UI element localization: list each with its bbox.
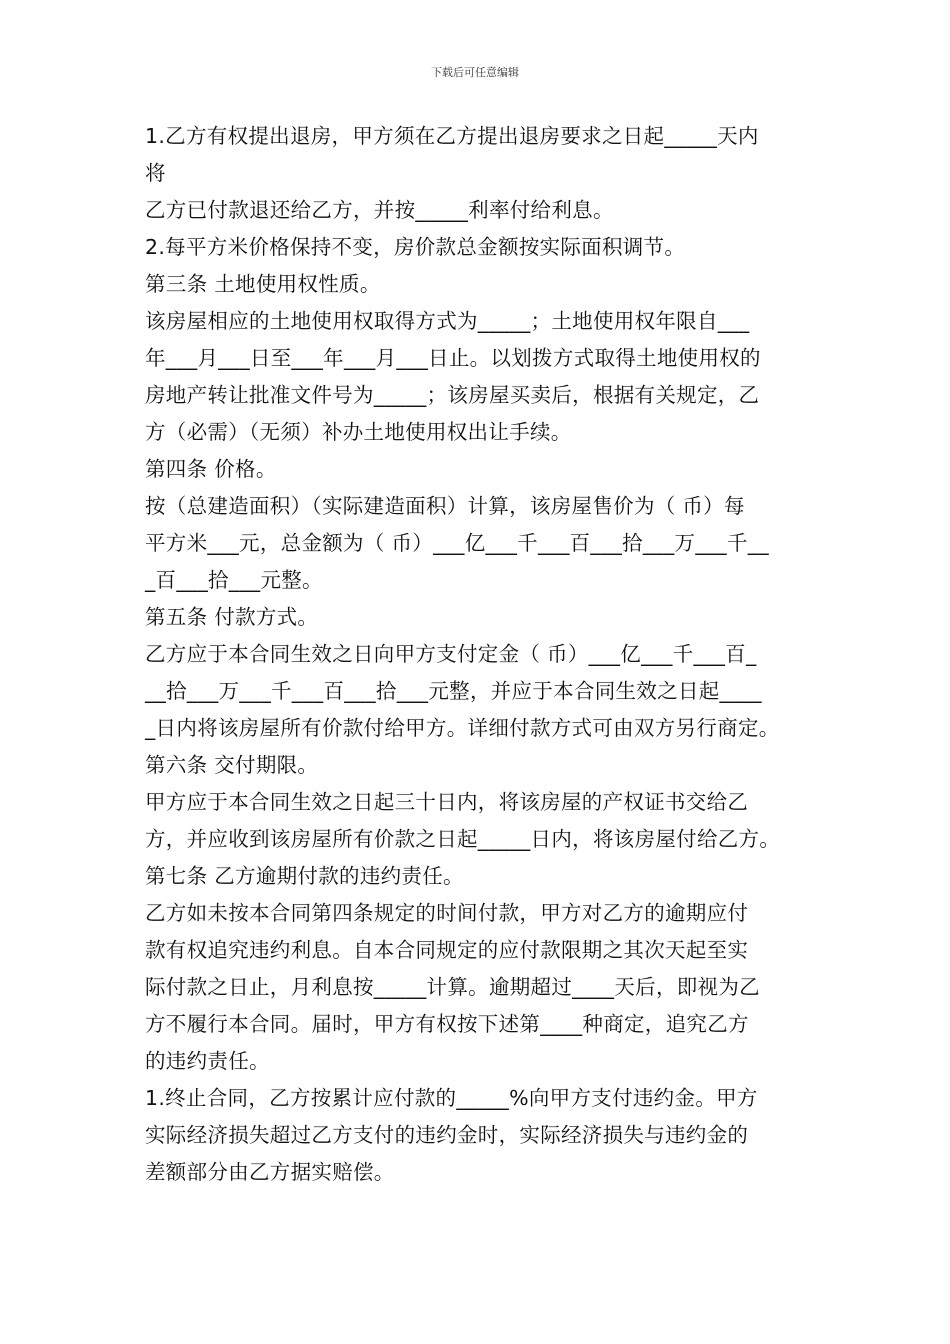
text-line: __拾___万___千___百___拾___元整，并应于本合同生效之日起____ (145, 679, 762, 703)
text-line: 际付款之日止，月利息按_____计算。逾期超过____天后，即视为乙 (145, 975, 760, 999)
text-line: 该房屋相应的土地使用权取得方式为_____；土地使用权年限自___ (145, 309, 750, 333)
text-line: 方（必需）（无须）补办土地使用权出让手续。 (145, 420, 572, 444)
section-heading: 第七条 乙方逾期付款的违约责任。 (145, 864, 464, 888)
text-line: 实际经济损失超过乙方支付的违约金时，实际经济损失与违约金的 (145, 1123, 749, 1147)
text-line: 款有权追究违约利息。自本合同规定的应付款限期之其次天起至实 (145, 938, 749, 962)
text-line: 方不履行本合同。届时，甲方有权按下述第____种商定，追究乙方 (145, 1012, 749, 1036)
section-heading: 第六条 交付期限。 (145, 753, 319, 777)
section-heading: 第五条 付款方式。 (145, 605, 319, 629)
text-line: 乙方已付款退还给乙方，并按_____利率付给利息。 (145, 198, 614, 222)
text-line: _日内将该房屋所有价款付给甲方。详细付款方式可由双方另行商定。 (145, 716, 780, 740)
text-line: 将 (145, 161, 166, 185)
text-line: 差额部分由乙方据实赔偿。 (145, 1160, 395, 1184)
text-line: 甲方应于本合同生效之日起三十日内，将该房屋的产权证书交给乙 (145, 790, 749, 814)
text-line: _百___拾___元整。 (145, 568, 323, 592)
section-heading: 第四条 价格。 (145, 457, 277, 481)
section-heading: 第三条 土地使用权性质。 (145, 272, 381, 296)
text-line: 按（总建造面积）（实际建造面积）计算，该房屋售价为（ 币）每 (145, 494, 745, 518)
text-line: 房地产转让批准文件号为_____；该房屋买卖后，根据有关规定，乙 (145, 383, 760, 407)
text-line: 方，并应收到该房屋所有价款之日起_____日内，将该房屋付给乙方。 (145, 827, 781, 851)
text-line: 1.乙方有权提出退房，甲方须在乙方提出退房要求之日起_____天内 (145, 124, 759, 148)
text-line: 1.终止合同，乙方按累计应付款的_____%向甲方支付违约金。甲方 (145, 1086, 758, 1110)
document-body (145, 118, 815, 1191)
text-line: 平方米___元，总金额为（ 币）___亿___千___百___拾___万___千__ (145, 531, 769, 555)
text-line: 乙方应于本合同生效之日向甲方支付定金（ 币）___亿___千___百_ (145, 642, 757, 666)
text-line: 2.每平方米价格保持不变，房价款总金额按实际面积调节。 (145, 235, 686, 259)
page-header: 下载后可任意编辑 (431, 66, 519, 79)
text-line: 的违约责任。 (145, 1049, 270, 1073)
text-line: 乙方如未按本合同第四条规定的时间付款，甲方对乙方的逾期应付 (145, 901, 749, 925)
text-line: 年___月___日至___年___月___日止。以划拨方式取得土地使用权的 (145, 346, 761, 370)
